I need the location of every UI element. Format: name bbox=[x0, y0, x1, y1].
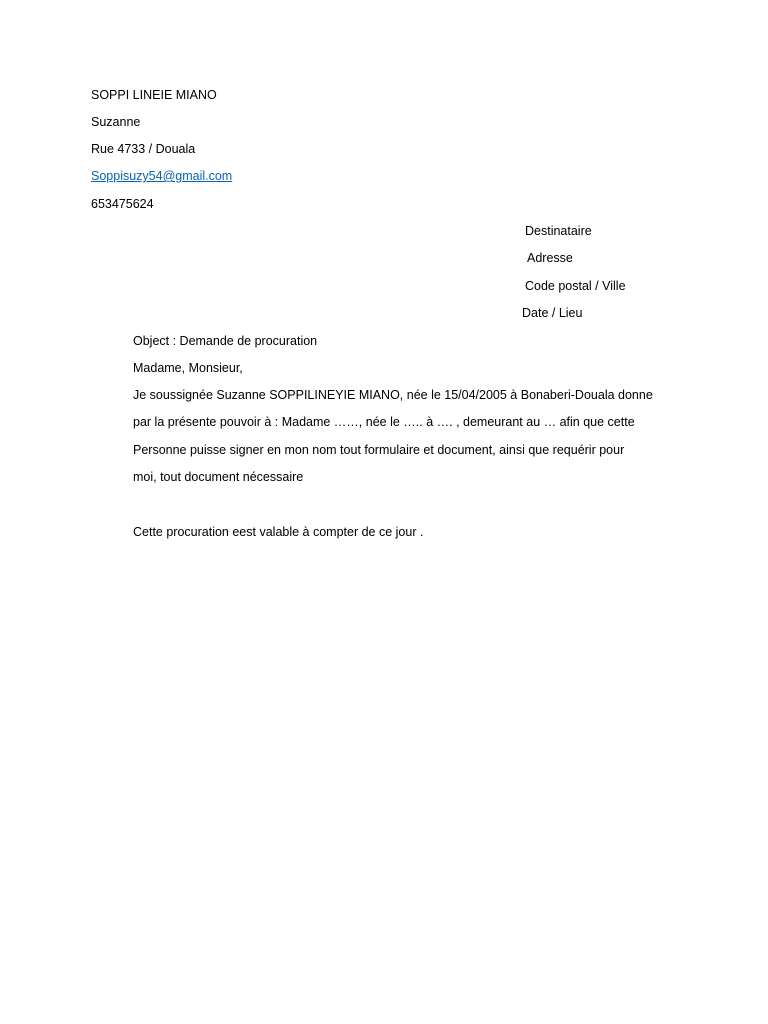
sender-first-name: Suzanne bbox=[91, 115, 141, 129]
sender-phone: 653475624 bbox=[91, 197, 154, 211]
paragraph-line: Je soussignée Suzanne SOPPILINEYIE MIANO, née le 15/04/2005 à Bonaberi-Douala donne bbox=[133, 388, 653, 402]
recipient-name: Destinataire bbox=[525, 224, 592, 238]
recipient-postal-city: Code postal / Ville bbox=[525, 279, 626, 293]
letter-salutation: Madame, Monsieur, bbox=[133, 361, 243, 375]
paragraph-line: moi, tout document nécessaire bbox=[133, 470, 304, 484]
paragraph-line: Personne puisse signer en mon nom tout formulaire et document, ainsi que requérir pour bbox=[133, 443, 625, 457]
sender-name: SOPPI LINEIE MIANO bbox=[91, 88, 217, 102]
sender-email-link[interactable]: Soppisuzy54@gmail.com bbox=[91, 169, 233, 183]
letter-object: Object : Demande de procuration bbox=[133, 334, 318, 348]
recipient-date-place: Date / Lieu bbox=[522, 306, 583, 320]
letter-validity: Cette procuration eest valable à compter de ce jour . bbox=[133, 525, 424, 539]
sender-address: Rue 4733 / Douala bbox=[91, 142, 196, 156]
recipient-address: Adresse bbox=[527, 251, 573, 265]
paragraph-line: par la présente pouvoir à : Madame ……, née le ….. à …. , demeurant au … afin que cette bbox=[133, 415, 635, 429]
